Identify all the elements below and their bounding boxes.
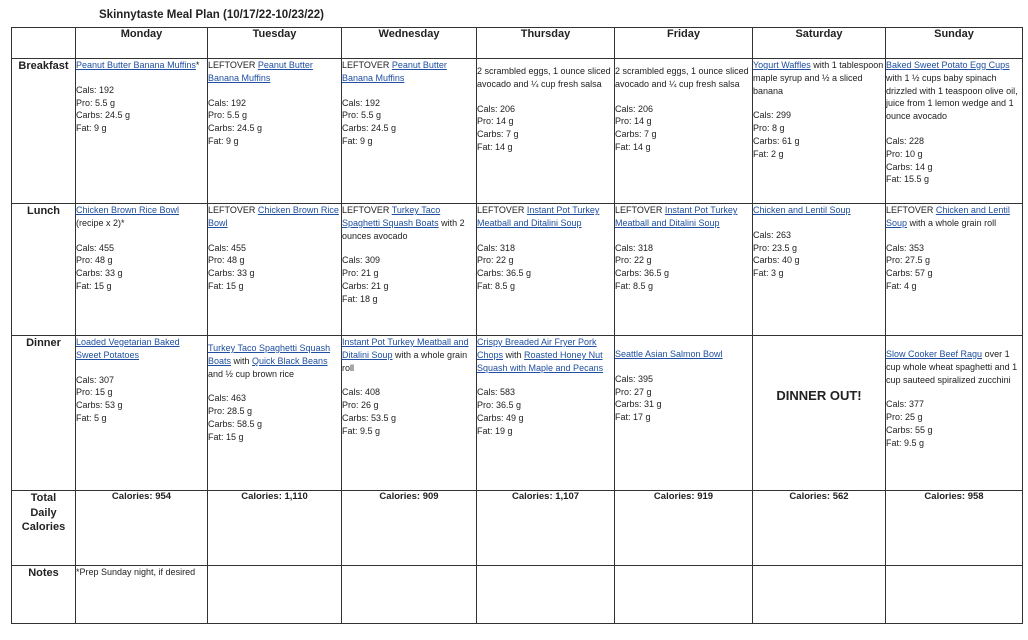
meal-text: LEFTOVER	[208, 60, 258, 70]
meal-description	[76, 336, 207, 362]
lunch-cell-monday	[76, 204, 208, 336]
row-label-total	[12, 491, 76, 566]
day-header-sunday: Sunday	[886, 28, 1023, 59]
recipe-link[interactable]: Quick Black Beans	[252, 355, 328, 366]
meal-text: with	[231, 355, 253, 366]
meal-description	[615, 204, 752, 230]
nutrition-info	[208, 242, 341, 293]
day-header-saturday: Saturday	[753, 28, 886, 59]
nutrition-line: Carbs: 55 g	[886, 424, 933, 435]
recipe-link[interactable]: Crispy Breaded Air Fryer Pork Chops	[477, 337, 597, 360]
nutrition-line: Fat: 9 g	[76, 123, 107, 134]
meal-description	[477, 336, 614, 374]
nutrition-line: Fat: 17 g	[615, 412, 651, 423]
nutrition-info	[615, 242, 752, 293]
meal-description	[615, 336, 752, 361]
nutrition-line: Pro: 21 g	[342, 268, 379, 279]
dinner-row	[12, 336, 1023, 491]
nutrition-line: Fat: 3 g	[753, 268, 784, 279]
breakfast-cell-monday	[76, 59, 208, 204]
nutrition-line: Carbs: 33 g	[208, 268, 255, 279]
total-row	[12, 491, 1023, 566]
nutrition-line: Fat: 2 g	[753, 148, 784, 159]
meal-description	[208, 336, 341, 380]
nutrition-line: Cals: 455	[76, 242, 115, 253]
nutrition-line: Fat: 15.5 g	[886, 174, 930, 185]
nutrition-line: Carbs: 36.5 g	[477, 268, 532, 279]
nutrition-line: Carbs: 24.5 g	[76, 110, 131, 121]
recipe-link[interactable]: Roasted Honey Nut Squash with Maple and Pecans	[477, 349, 604, 373]
nutrition-line: Pro: 22 g	[477, 255, 514, 266]
nutrition-info	[477, 386, 614, 437]
lunch-cell-sunday	[886, 204, 1023, 336]
dinner-cell-thursday	[477, 336, 615, 491]
nutrition-info	[753, 229, 885, 280]
nutrition-line: Carbs: 61 g	[753, 135, 800, 146]
total-calories-saturday: Calories: 562	[753, 491, 886, 566]
meal-description	[886, 204, 1022, 230]
row-label-total-line: Calories	[21, 521, 66, 533]
nutrition-line: Pro: 5.5 g	[208, 110, 248, 121]
nutrition-line: Fat: 18 g	[342, 293, 378, 304]
nutrition-line: Pro: 22 g	[615, 255, 652, 266]
nutrition-line: Pro: 15 g	[76, 387, 113, 398]
nutrition-line: Pro: 48 g	[76, 255, 113, 266]
notes-cell-tuesday	[208, 566, 342, 624]
nutrition-info	[615, 103, 752, 154]
day-header-thursday: Thursday	[477, 28, 615, 59]
breakfast-cell-friday	[615, 59, 753, 204]
recipe-link[interactable]: Slow Cooker Beef Ragu	[886, 349, 983, 359]
notes-row	[12, 566, 1023, 624]
nutrition-info	[886, 398, 1022, 449]
lunch-row	[12, 204, 1023, 336]
nutrition-line: Fat: 8.5 g	[477, 280, 516, 291]
nutrition-line: Carbs: 21 g	[342, 280, 389, 291]
day-header-wednesday: Wednesday	[342, 28, 477, 59]
nutrition-line: Fat: 9.5 g	[886, 437, 925, 448]
meal-text: over 1 cup whole wheat spaghetti and 1 cup sauteed spiralized zucchini	[886, 349, 1018, 385]
nutrition-line: Cals: 395	[615, 373, 654, 384]
total-calories-friday: Calories: 919	[615, 491, 753, 566]
row-label-total-line: Total	[30, 492, 57, 504]
nutrition-line: Carbs: 14 g	[886, 161, 933, 172]
meal-description	[615, 59, 752, 91]
nutrition-line: Carbs: 33 g	[76, 268, 123, 279]
meal-text: *	[195, 60, 200, 70]
row-label-dinner: Dinner	[12, 336, 76, 491]
meal-text: and ½ cup brown rice	[208, 368, 295, 379]
breakfast-row	[12, 59, 1023, 204]
lunch-cell-wednesday	[342, 204, 477, 336]
nutrition-line: Fat: 5 g	[76, 412, 107, 423]
row-label-total-line: Daily	[30, 506, 57, 519]
meal-text: LEFTOVER	[208, 205, 258, 215]
page-title: Skinnytaste Meal Plan (10/17/22-10/23/22)	[99, 9, 325, 21]
row-label-breakfast: Breakfast	[12, 59, 76, 204]
nutrition-info	[477, 103, 614, 154]
day-header-tuesday: Tuesday	[208, 28, 342, 59]
lunch-cell-saturday	[753, 204, 886, 336]
nutrition-info	[342, 97, 476, 148]
meal-description	[477, 59, 614, 91]
total-calories-tuesday: Calories: 1,110	[208, 491, 342, 566]
meal-text: LEFTOVER	[342, 205, 392, 215]
row-label-lunch: Lunch	[12, 204, 76, 336]
meal-text: LEFTOVER	[615, 205, 665, 215]
recipe-link[interactable]: Seattle Asian Salmon Bowl	[615, 349, 723, 359]
nutrition-line: Pro: 10 g	[886, 148, 923, 159]
nutrition-info	[76, 242, 207, 293]
nutrition-line: Fat: 15 g	[208, 280, 244, 291]
nutrition-line: Cals: 408	[342, 387, 381, 398]
nutrition-line: Cals: 318	[477, 242, 516, 253]
dinner-cell-friday	[615, 336, 753, 491]
meal-text: with 1 ½ cups baby spinach drizzled with 1 teaspoon olive oil, juice from 1 lemon wedge and 1 ounce avocado	[886, 72, 1018, 122]
nutrition-line: Fat: 8.5 g	[615, 280, 654, 291]
notes-cell-wednesday	[342, 566, 477, 624]
meal-description	[753, 204, 885, 217]
meal-description	[76, 59, 207, 72]
recipe-link[interactable]: Loaded Vegetarian Baked Sweet Potatoes	[76, 337, 180, 360]
dinner-cell-wednesday	[342, 336, 477, 491]
breakfast-cell-sunday	[886, 59, 1023, 204]
nutrition-line: Fat: 19 g	[477, 425, 513, 436]
recipe-link[interactable]: Peanut Butter Banana Muffins	[342, 60, 447, 83]
corner-cell	[12, 28, 76, 59]
meal-description	[208, 59, 341, 85]
lunch-cell-friday	[615, 204, 753, 336]
nutrition-line: Carbs: 31 g	[615, 399, 662, 410]
nutrition-line: Cals: 463	[208, 393, 247, 404]
nutrition-line: Cals: 318	[615, 242, 654, 253]
dinner-cell-saturday	[753, 336, 886, 491]
nutrition-line: Pro: 48 g	[208, 255, 245, 266]
nutrition-line: Carbs: 58.5 g	[208, 418, 263, 429]
nutrition-line: Cals: 299	[753, 110, 792, 121]
recipe-link[interactable]: Turkey Taco Spaghetti Squash Boats	[208, 343, 331, 366]
recipe-link[interactable]: Turkey Taco Spaghetti Squash Boats	[342, 205, 441, 228]
nutrition-line: Carbs: 53 g	[76, 400, 123, 411]
meal-text: with	[503, 349, 525, 360]
note-text: *Prep Sunday night, if desired	[76, 567, 196, 577]
breakfast-cell-saturday	[753, 59, 886, 204]
dinner-cell-tuesday	[208, 336, 342, 491]
nutrition-line: Carbs: 7 g	[477, 129, 519, 140]
meal-text: LEFTOVER	[342, 60, 392, 70]
nutrition-line: Cals: 309	[342, 255, 381, 266]
day-header-friday: Friday	[615, 28, 753, 59]
recipe-link[interactable]: Baked Sweet Potato Egg Cups	[886, 60, 1010, 70]
recipe-link[interactable]: Peanut Butter Banana Muffins	[208, 60, 313, 83]
nutrition-line: Cals: 377	[886, 399, 925, 410]
meal-text: (recipe x 2)*	[76, 217, 125, 228]
nutrition-info	[477, 242, 614, 293]
notes-cell-monday	[76, 566, 208, 624]
header-row	[12, 28, 1023, 59]
notes-cell-sunday	[886, 566, 1023, 624]
meal-description	[208, 204, 341, 230]
nutrition-line: Pro: 14 g	[615, 116, 652, 127]
nutrition-line: Cals: 307	[76, 374, 115, 385]
recipe-link[interactable]: Chicken Brown Rice Bowl	[208, 205, 339, 228]
nutrition-line: Cals: 192	[208, 97, 247, 108]
nutrition-info	[753, 109, 885, 160]
nutrition-line: Carbs: 7 g	[615, 129, 657, 140]
nutrition-line: Cals: 192	[76, 84, 115, 95]
nutrition-line: Pro: 23.5 g	[753, 242, 798, 253]
meal-description	[342, 336, 476, 374]
day-header-monday: Monday	[76, 28, 208, 59]
recipe-link[interactable]: Instant Pot Turkey Meatball and Ditalini Soup	[615, 205, 738, 228]
dinner-out-label: DINNER OUT!	[776, 388, 862, 403]
nutrition-line: Pro: 5.5 g	[342, 110, 382, 121]
nutrition-line: Pro: 27 g	[615, 386, 652, 397]
meal-text: with a whole grain roll	[907, 217, 997, 228]
breakfast-cell-thursday	[477, 59, 615, 204]
nutrition-line: Cals: 228	[886, 135, 925, 146]
nutrition-line: Cals: 192	[342, 97, 381, 108]
recipe-link[interactable]: Peanut Butter Banana Muffins	[76, 60, 196, 70]
nutrition-line: Cals: 353	[886, 242, 925, 253]
nutrition-info	[886, 135, 1022, 186]
meal-text: 2 scrambled eggs, 1 ounce sliced avocado and ¼ cup fresh salsa	[615, 66, 749, 89]
nutrition-line: Pro: 36.5 g	[477, 400, 522, 411]
nutrition-line: Pro: 8 g	[753, 123, 785, 134]
nutrition-info	[208, 97, 341, 148]
nutrition-info	[76, 84, 207, 135]
nutrition-line: Pro: 25 g	[886, 412, 923, 423]
nutrition-line: Cals: 583	[477, 387, 516, 398]
total-calories-monday: Calories: 954	[76, 491, 208, 566]
nutrition-line: Carbs: 24.5 g	[208, 123, 263, 134]
nutrition-info	[342, 386, 476, 437]
nutrition-line: Fat: 15 g	[76, 280, 112, 291]
notes-cell-thursday	[477, 566, 615, 624]
nutrition-line: Fat: 15 g	[208, 431, 244, 442]
nutrition-line: Carbs: 36.5 g	[615, 268, 670, 279]
nutrition-line: Fat: 4 g	[886, 280, 917, 291]
recipe-link[interactable]: Chicken Brown Rice Bowl	[76, 205, 180, 215]
meal-text: LEFTOVER	[477, 205, 527, 215]
nutrition-info	[342, 254, 476, 305]
meal-description	[753, 59, 885, 97]
nutrition-line: Carbs: 49 g	[477, 412, 524, 423]
nutrition-line: Fat: 14 g	[615, 141, 651, 152]
dinner-cell-sunday	[886, 336, 1023, 491]
recipe-link[interactable]: Instant Pot Turkey Meatball and Ditalini Soup	[477, 205, 600, 228]
recipe-link[interactable]: Yogurt Waffles	[753, 60, 811, 70]
row-label-notes: Notes	[12, 566, 76, 624]
notes-cell-saturday	[753, 566, 886, 624]
nutrition-line: Fat: 9 g	[208, 135, 239, 146]
total-calories-sunday: Calories: 958	[886, 491, 1023, 566]
dinner-cell-monday	[76, 336, 208, 491]
nutrition-line: Cals: 206	[477, 103, 516, 114]
lunch-cell-thursday	[477, 204, 615, 336]
nutrition-line: Fat: 9 g	[342, 135, 373, 146]
meal-text: LEFTOVER	[886, 205, 936, 215]
nutrition-line: Fat: 9.5 g	[342, 425, 381, 436]
nutrition-line: Pro: 28.5 g	[208, 406, 253, 417]
meal-text: with 2 ounces avocado	[342, 217, 465, 241]
nutrition-line: Pro: 5.5 g	[76, 97, 116, 108]
meal-plan-table	[11, 27, 1023, 624]
meal-description	[76, 204, 207, 230]
nutrition-line: Pro: 27.5 g	[886, 255, 931, 266]
nutrition-line: Cals: 206	[615, 103, 654, 114]
nutrition-line: Fat: 14 g	[477, 141, 513, 152]
total-calories-thursday: Calories: 1,107	[477, 491, 615, 566]
nutrition-info	[615, 373, 752, 424]
nutrition-line: Carbs: 57 g	[886, 268, 933, 279]
meal-description	[477, 204, 614, 230]
meal-description	[886, 336, 1022, 386]
notes-cell-friday	[615, 566, 753, 624]
total-calories-wednesday: Calories: 909	[342, 491, 477, 566]
nutrition-line: Cals: 455	[208, 242, 247, 253]
nutrition-line: Carbs: 24.5 g	[342, 123, 397, 134]
meal-text: 2 scrambled eggs, 1 ounce sliced avocado and ¼ cup fresh salsa	[477, 66, 611, 89]
breakfast-cell-wednesday	[342, 59, 477, 204]
nutrition-info	[886, 242, 1022, 293]
meal-text: with 1 tablespoon maple syrup and ½ a sliced banana	[753, 60, 884, 96]
nutrition-info	[76, 374, 207, 425]
recipe-link[interactable]: Instant Pot Turkey Meatball and Ditalini Soup	[342, 337, 469, 360]
lunch-cell-tuesday	[208, 204, 342, 336]
nutrition-line: Carbs: 53.5 g	[342, 412, 397, 423]
nutrition-info	[208, 392, 341, 443]
nutrition-line: Carbs: 40 g	[753, 255, 800, 266]
breakfast-cell-tuesday	[208, 59, 342, 204]
recipe-link[interactable]: Chicken and Lentil Soup	[753, 205, 851, 215]
meal-description	[342, 204, 476, 242]
nutrition-line: Pro: 14 g	[477, 116, 514, 127]
meal-text: with a whole grain roll	[342, 349, 468, 373]
meal-description	[886, 59, 1022, 123]
meal-description	[342, 59, 476, 85]
nutrition-line: Pro: 26 g	[342, 400, 379, 411]
nutrition-line: Cals: 263	[753, 229, 792, 240]
recipe-link[interactable]: Chicken and Lentil Soup	[886, 205, 1010, 228]
